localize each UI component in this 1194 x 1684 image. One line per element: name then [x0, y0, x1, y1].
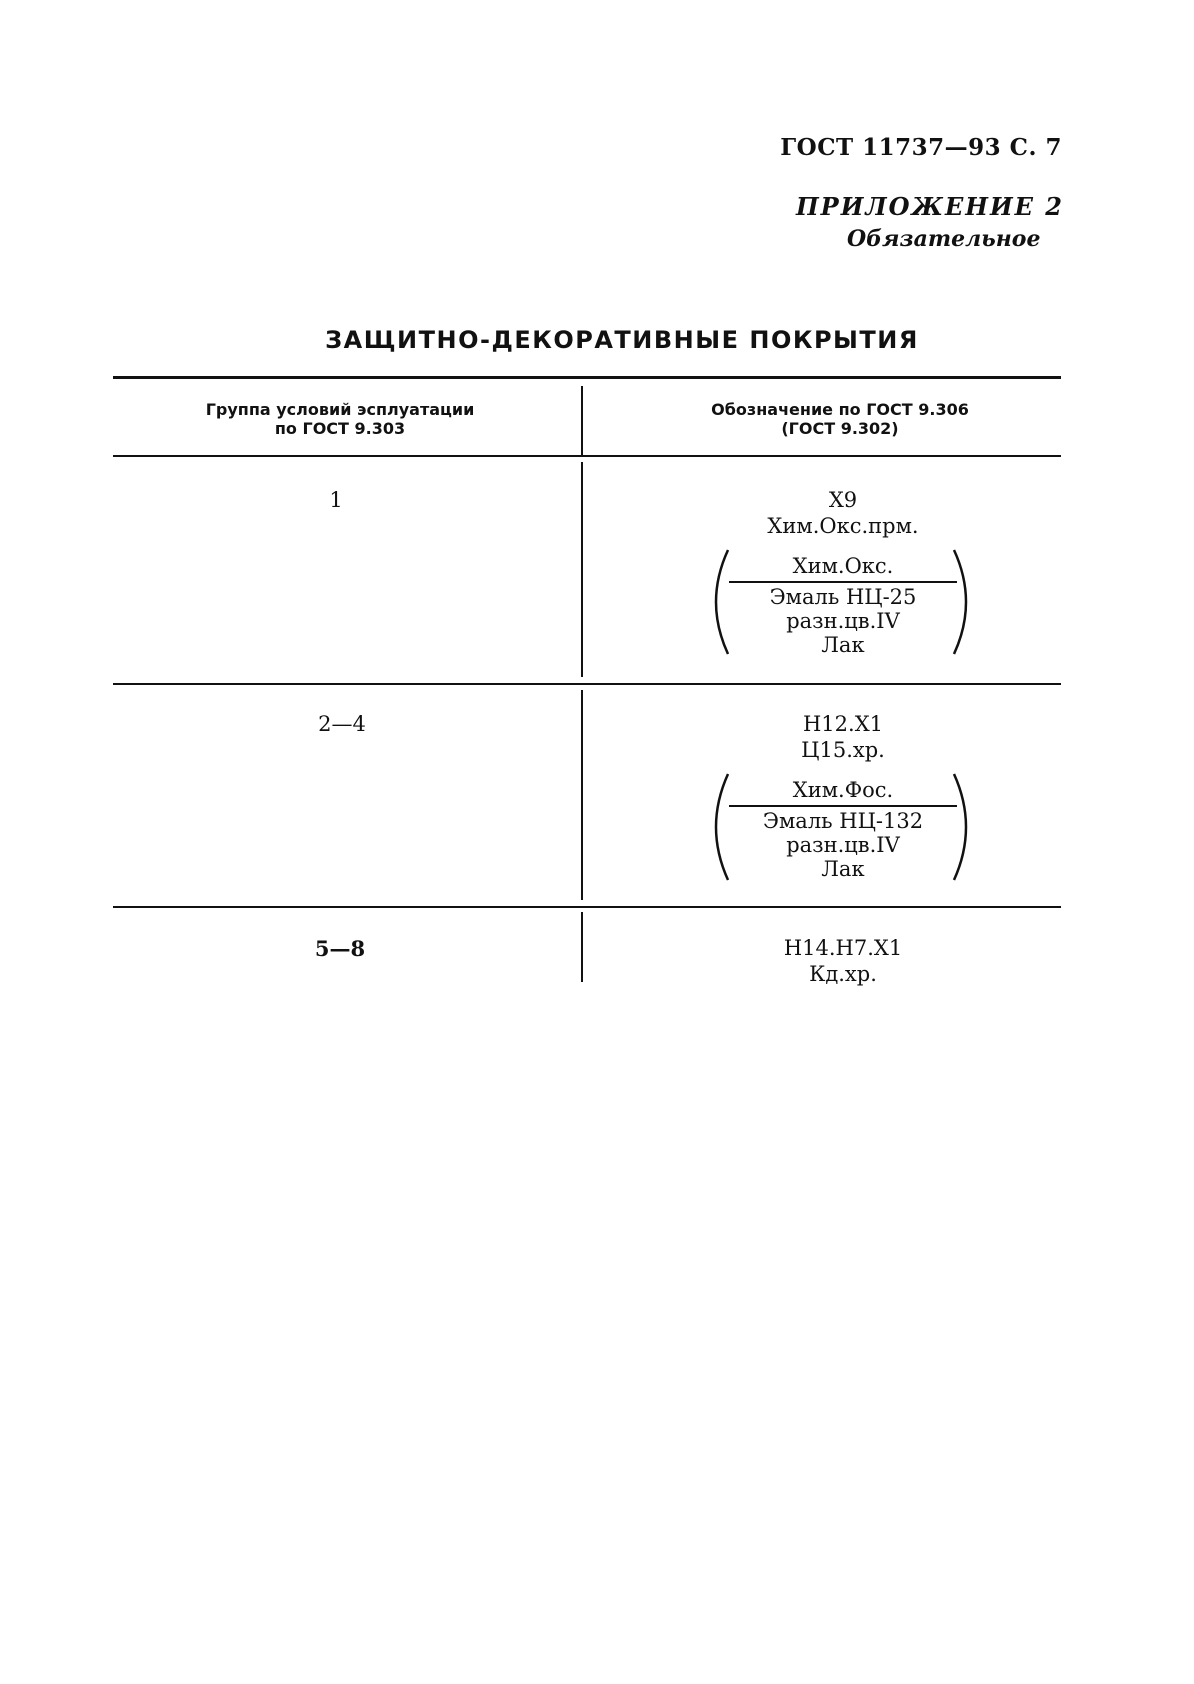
- table-top-rule: [113, 376, 1061, 379]
- denominator-line: Лак: [821, 857, 865, 881]
- row-group-value: 2—4: [318, 712, 366, 736]
- column-divider: [581, 690, 583, 900]
- fraction-numerator: Хим.Окс.: [729, 554, 957, 583]
- column-header-designation: [660, 400, 1020, 438]
- fraction-denominator: [703, 583, 983, 657]
- coating-fraction: [703, 554, 983, 657]
- column-divider: [581, 462, 583, 677]
- denominator-line: Эмаль НЦ-25: [769, 585, 917, 609]
- column-divider: [581, 912, 583, 982]
- coating-fraction: [703, 778, 983, 881]
- appendix-label: ПРИЛОЖЕНИЕ 2: [795, 192, 1064, 221]
- column-header-group: [160, 400, 520, 438]
- designation-line: Ц15.хр.: [801, 738, 885, 762]
- designation-line: Хим.Окс.прм.: [767, 514, 919, 538]
- row-designation: [693, 487, 993, 539]
- row-group-value: 1: [329, 488, 343, 512]
- header-line: по ГОСТ 9.303: [274, 419, 406, 438]
- denominator-line: разн.цв.IV: [786, 833, 900, 857]
- header-line: Группа условий эсплуатации: [205, 400, 475, 419]
- denominator-line: разн.цв.IV: [786, 609, 900, 633]
- document-title: ЗАЩИТНО-ДЕКОРАТИВНЫЕ ПОКРЫТИЯ: [325, 326, 919, 354]
- row-divider: [113, 683, 1061, 685]
- designation-line: Кд.хр.: [809, 962, 877, 986]
- row-designation: [693, 711, 993, 763]
- denominator-line: Эмаль НЦ-132: [762, 809, 924, 833]
- header-bottom-rule: [113, 455, 1061, 457]
- page-header: ГОСТ 11737—93 С. 7: [780, 134, 1062, 161]
- header-line: (ГОСТ 9.302): [781, 419, 899, 438]
- header-line: Обозначение по ГОСТ 9.306: [711, 400, 969, 419]
- row-designation: [693, 935, 993, 987]
- denominator-line: Лак: [821, 633, 865, 657]
- designation-line: Н12.Х1: [802, 712, 884, 736]
- row-divider: [113, 906, 1061, 908]
- row-group-value: 5—8: [314, 936, 366, 961]
- designation-line: Х9: [828, 488, 858, 512]
- fraction-denominator: [703, 807, 983, 881]
- fraction-numerator: Хим.Фос.: [729, 778, 957, 807]
- appendix-status: Обязательное: [847, 226, 1041, 252]
- designation-line: Н14.Н7.Х1: [783, 936, 903, 960]
- column-divider: [581, 386, 583, 456]
